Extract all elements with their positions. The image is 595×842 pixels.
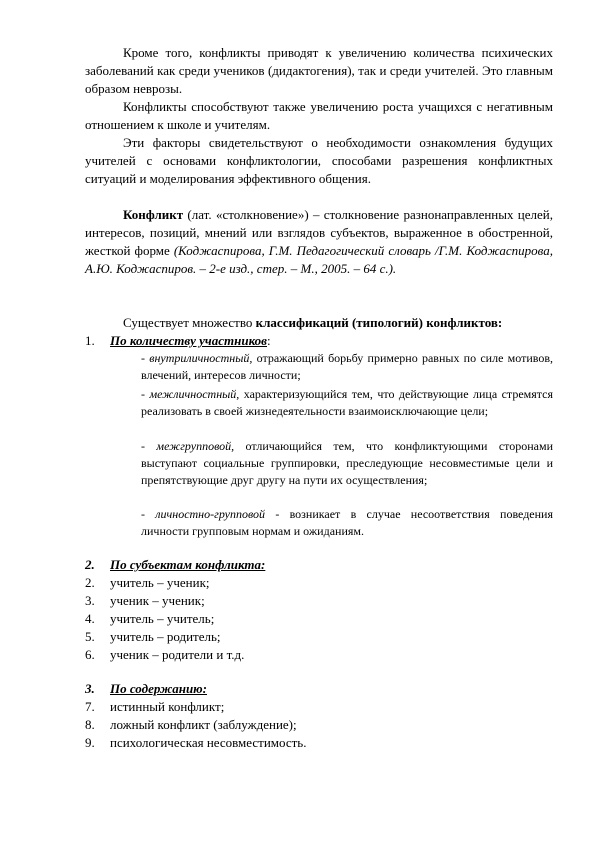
- item-dash: -: [141, 439, 157, 453]
- classification-lead-bold: классификаций (типологий) конфликтов:: [255, 315, 503, 330]
- list-item: [85, 610, 553, 628]
- intro-paragraph-1: Кроме того, конфликты приводят к увеличению количества психических заболеваний как среди учеников (дидактогения), так и среди учителей. Это главным образом неврозы.: [85, 45, 553, 96]
- list-text: учитель – родитель;: [110, 629, 221, 644]
- list-number: 6.: [85, 647, 95, 662]
- list-text: ученик – ученик;: [110, 593, 205, 608]
- item-dash: -: [141, 351, 150, 365]
- list-item: [85, 646, 553, 664]
- classification-lead-text: Существует множество: [123, 315, 256, 330]
- definition-text: (лат. «столкновение») – столкновение разнонаправленных целей, интересов, позиций, мнений или взглядов субъектов, выраженное в обостренной, жесткой форме: [85, 207, 553, 258]
- list-text: психологическая несовместимость.: [110, 735, 307, 750]
- definition-paragraph: [85, 206, 553, 278]
- list-text: ученик – родители и т.д.: [110, 647, 245, 662]
- list-item: [85, 574, 553, 592]
- section-2-heading: [85, 556, 553, 574]
- list-number: 5.: [85, 629, 95, 644]
- list-text: учитель – учитель;: [110, 611, 215, 626]
- definition-term: Конфликт: [123, 207, 184, 222]
- section-1-number: 1.: [85, 333, 95, 348]
- section-3-title: По содержанию:: [110, 681, 208, 696]
- section-1-colon: :: [267, 333, 271, 348]
- item-term: личностно-групповой: [155, 507, 266, 521]
- section-3-heading: [85, 680, 553, 698]
- section-1-title: По количеству участников: [110, 333, 267, 348]
- list-number: 3.: [85, 593, 95, 608]
- classification-lead: [85, 314, 553, 332]
- item-term: межгрупповой,: [156, 439, 235, 453]
- intro-paragraph-3: Эти факторы свидетельствуют о необходимости ознакомления будущих учителей с основами конфликтологии, способами разрешения конфликтных ситуаций и моделирования эффективного общения.: [85, 135, 553, 186]
- item-term: межличностный,: [149, 387, 240, 401]
- section-1-heading: [85, 332, 553, 350]
- section-1-item: [141, 438, 553, 490]
- list-text: истинный конфликт;: [110, 699, 225, 714]
- list-number: 9.: [85, 735, 95, 750]
- section-1-item: [141, 506, 553, 540]
- list-item: [85, 698, 553, 716]
- list-number: 7.: [85, 699, 95, 714]
- section-1-item: [141, 350, 553, 384]
- item-text: - возникает в случае несоответствия поведения личности групповым нормам и ожиданиям.: [141, 507, 554, 539]
- item-text: отражающий борьбу примерно равных по силе мотивов, влечений, интересов личности;: [141, 351, 553, 383]
- list-number: 4.: [85, 611, 95, 626]
- intro-paragraph-2: Конфликты способствуют также увеличению роста учащихся с негативным отношением к школе и учителям.: [85, 99, 553, 132]
- list-number: 2.: [85, 575, 95, 590]
- list-item: [85, 734, 553, 752]
- section-2-number: 2.: [85, 557, 95, 572]
- list-number: 8.: [85, 717, 95, 732]
- section-1-item: [141, 386, 553, 420]
- item-text: отличающийся тем, что конфликтующими сторонами выступают социальные группировки, преследующие несовместимые цели и препятствующие друг другу на пути их осуществления;: [141, 439, 554, 488]
- section-3-number: 3.: [85, 681, 95, 696]
- item-term: внутриличностный,: [149, 351, 253, 365]
- list-text: ложный конфликт (заблуждение);: [110, 717, 297, 732]
- list-item: [85, 628, 553, 646]
- definition-citation: (Коджаспирова, Г.М. Педагогический словарь /Г.М. Коджаспирова, А.Ю. Коджаспиров. – 2-е изд., стер. – М., 2005. – 64 с.).: [85, 243, 553, 276]
- item-dash: -: [141, 387, 150, 401]
- list-item: [85, 716, 553, 734]
- item-dash: -: [141, 507, 156, 521]
- section-2-title: По субъектам конфликта:: [110, 557, 266, 572]
- list-text: учитель – ученик;: [110, 575, 210, 590]
- list-item: [85, 592, 553, 610]
- item-text: характеризующийся тем, что действующие лица стремятся реализовать в своей жизнедеятельности взаимоисключающие цели;: [141, 387, 553, 419]
